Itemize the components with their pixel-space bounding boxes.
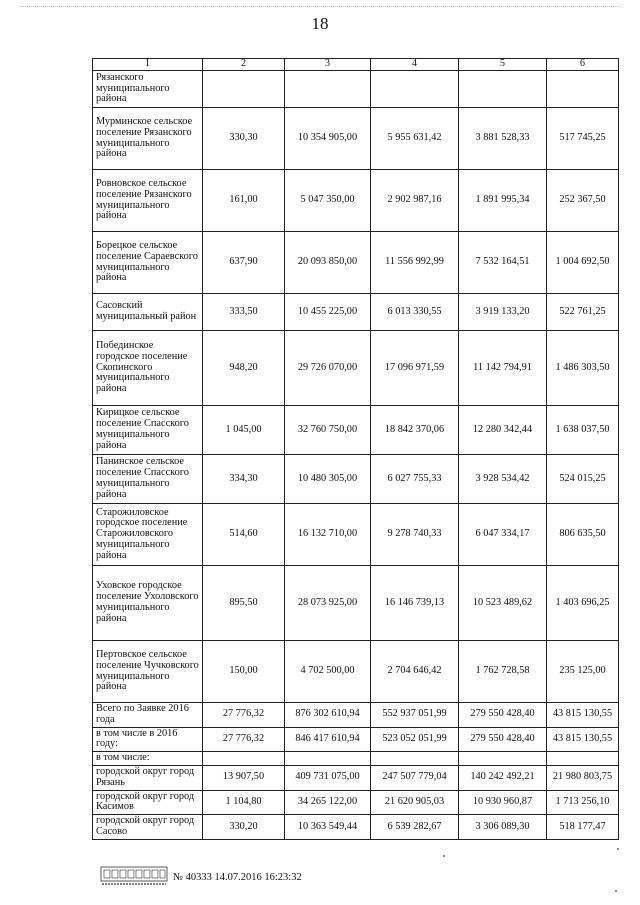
value-cell-c6: 235 125,00 — [547, 641, 619, 703]
document-footer — [100, 864, 500, 890]
value-cell-c4: 17 096 971,59 — [371, 331, 459, 406]
value-cell-c4: 2 704 646,42 — [371, 641, 459, 703]
value-cell-c6: 1 486 303,50 — [547, 331, 619, 406]
value-cell-c4: 21 620 905,03 — [371, 790, 459, 815]
value-cell-c4: 9 278 740,33 — [371, 504, 459, 566]
value-cell-c4: 523 052 051,99 — [371, 727, 459, 752]
column-header: 6 — [547, 59, 619, 71]
scan-speck — [443, 855, 445, 857]
value-cell-c5: 3 928 534,42 — [459, 455, 547, 504]
value-cell-c6: 1 713 256,10 — [547, 790, 619, 815]
value-cell-c2: 27 776,32 — [203, 727, 285, 752]
value-cell-c5: 279 550 428,40 — [459, 703, 547, 728]
value-cell-c4: 11 556 992,99 — [371, 232, 459, 294]
value-cell-c6: 1 403 696,25 — [547, 566, 619, 641]
column-header: 5 — [459, 59, 547, 71]
municipality-name: Рязанского муниципального района — [93, 71, 203, 108]
value-cell-c3: 20 093 850,00 — [285, 232, 371, 294]
value-cell-c5: 3 306 089,30 — [459, 815, 547, 840]
value-cell-c2: 1 045,00 — [203, 406, 285, 455]
value-cell-c5 — [459, 71, 547, 108]
value-cell-c5: 279 550 428,40 — [459, 727, 547, 752]
value-cell-c4 — [371, 71, 459, 108]
value-cell-c6 — [547, 752, 619, 766]
page-number: 18 — [311, 14, 329, 33]
table-row — [93, 108, 619, 170]
value-cell-c3: 10 354 905,00 — [285, 108, 371, 170]
table-row — [93, 765, 619, 790]
value-cell-c5 — [459, 752, 547, 766]
value-cell-c3: 846 417 610,94 — [285, 727, 371, 752]
scan-speck — [615, 890, 617, 892]
municipality-name: Борецкое сельское поселение Сараевского муниципального района — [93, 232, 203, 294]
value-cell-c4: 247 507 779,04 — [371, 765, 459, 790]
municipality-name: Панинское сельское поселение Спасского муниципального района — [93, 455, 203, 504]
value-cell-c2: 27 776,32 — [203, 703, 285, 728]
value-cell-c6: 1 638 037,50 — [547, 406, 619, 455]
table-row — [93, 170, 619, 232]
value-cell-c6: 524 015,25 — [547, 455, 619, 504]
scan-speck — [617, 848, 619, 850]
table-row — [93, 703, 619, 728]
municipality-name: Кирицкое сельское поселение Спасского муниципального района — [93, 406, 203, 455]
value-cell-c4: 5 955 631,42 — [371, 108, 459, 170]
value-cell-c4: 6 539 282,67 — [371, 815, 459, 840]
value-cell-c3: 32 760 750,00 — [285, 406, 371, 455]
value-cell-c2: 514,60 — [203, 504, 285, 566]
table-row — [93, 294, 619, 331]
value-cell-c6: 21 980 803,75 — [547, 765, 619, 790]
table-row — [93, 406, 619, 455]
seal-icon — [100, 864, 170, 888]
municipality-name: Мурминское сельское поселение Рязанского муниципального района — [93, 108, 203, 170]
value-cell-c5: 10 523 489,62 — [459, 566, 547, 641]
value-cell-c2: 330,20 — [203, 815, 285, 840]
value-cell-c3: 5 047 350,00 — [285, 170, 371, 232]
value-cell-c6: 518 177,47 — [547, 815, 619, 840]
table-row — [93, 790, 619, 815]
table-row — [93, 455, 619, 504]
table-row — [93, 566, 619, 641]
value-cell-c2: 334,30 — [203, 455, 285, 504]
municipality-name: городской округ город Касимов — [93, 790, 203, 815]
column-header: 1 — [93, 59, 203, 71]
municipality-name: городской округ город Сасово — [93, 815, 203, 840]
value-cell-c3: 28 073 925,00 — [285, 566, 371, 641]
value-cell-c6 — [547, 71, 619, 108]
value-cell-c6: 43 815 130,55 — [547, 727, 619, 752]
value-cell-c2: 1 104,80 — [203, 790, 285, 815]
value-cell-c4 — [371, 752, 459, 766]
value-cell-c5: 3 881 528,33 — [459, 108, 547, 170]
value-cell-c2: 333,50 — [203, 294, 285, 331]
value-cell-c4: 18 842 370,06 — [371, 406, 459, 455]
value-cell-c6: 806 635,50 — [547, 504, 619, 566]
value-cell-c3: 876 302 610,94 — [285, 703, 371, 728]
value-cell-c4: 16 146 739,13 — [371, 566, 459, 641]
value-cell-c2: 150,00 — [203, 641, 285, 703]
table-row — [93, 504, 619, 566]
value-cell-c4: 6 027 755,33 — [371, 455, 459, 504]
table-row — [93, 71, 619, 108]
municipality-name: Побединское городское поселение Скопинского муниципального района — [93, 331, 203, 406]
value-cell-c5: 12 280 342,44 — [459, 406, 547, 455]
value-cell-c3: 10 455 225,00 — [285, 294, 371, 331]
municipality-name: Уховское городское поселение Ухоловского муниципального района — [93, 566, 203, 641]
value-cell-c5: 6 047 334,17 — [459, 504, 547, 566]
value-cell-c2: 948,20 — [203, 331, 285, 406]
value-cell-c2 — [203, 71, 285, 108]
municipality-name: городской округ город Рязань — [93, 765, 203, 790]
table-row — [93, 232, 619, 294]
municipality-name: Сасовский муниципальный район — [93, 294, 203, 331]
value-cell-c3: 10 363 549,44 — [285, 815, 371, 840]
value-cell-c5: 140 242 492,21 — [459, 765, 547, 790]
table-row — [93, 752, 619, 766]
value-cell-c4: 552 937 051,99 — [371, 703, 459, 728]
value-cell-c6: 43 815 130,55 — [547, 703, 619, 728]
table-row — [93, 727, 619, 752]
value-cell-c3 — [285, 752, 371, 766]
value-cell-c4: 2 902 987,16 — [371, 170, 459, 232]
column-header: 3 — [285, 59, 371, 71]
value-cell-c2: 637,90 — [203, 232, 285, 294]
table-row — [93, 815, 619, 840]
value-cell-c3: 16 132 710,00 — [285, 504, 371, 566]
value-cell-c6: 517 745,25 — [547, 108, 619, 170]
column-header: 2 — [203, 59, 285, 71]
value-cell-c5: 3 919 133,20 — [459, 294, 547, 331]
municipality-name: Пертовское сельское поселение Чучковского муниципального района — [93, 641, 203, 703]
value-cell-c3 — [285, 71, 371, 108]
table-row — [93, 641, 619, 703]
value-cell-c6: 522 761,25 — [547, 294, 619, 331]
value-cell-c3: 29 726 070,00 — [285, 331, 371, 406]
funding-table — [92, 58, 619, 840]
municipality-name: Ровновское сельское поселение Рязанского муниципального района — [93, 170, 203, 232]
value-cell-c3: 10 480 305,00 — [285, 455, 371, 504]
value-cell-c5: 1 891 995,34 — [459, 170, 547, 232]
municipality-name: в том числе: — [93, 752, 203, 766]
value-cell-c3: 4 702 500,00 — [285, 641, 371, 703]
value-cell-c3: 34 265 122,00 — [285, 790, 371, 815]
top-scan-line — [20, 6, 620, 7]
value-cell-c2: 330,30 — [203, 108, 285, 170]
value-cell-c2: 161,00 — [203, 170, 285, 232]
value-cell-c3: 409 731 075,00 — [285, 765, 371, 790]
value-cell-c6: 252 367,50 — [547, 170, 619, 232]
value-cell-c5: 11 142 794,91 — [459, 331, 547, 406]
municipality-name: в том числе в 2016 году: — [93, 727, 203, 752]
column-header: 4 — [371, 59, 459, 71]
registration-stamp: № 40333 14.07.2016 16:23:32 — [173, 872, 302, 883]
value-cell-c6: 1 004 692,50 — [547, 232, 619, 294]
table-header-row — [93, 59, 619, 71]
municipality-name: Всего по Заявке 2016 года — [93, 703, 203, 728]
value-cell-c5: 10 930 960,87 — [459, 790, 547, 815]
value-cell-c2 — [203, 752, 285, 766]
value-cell-c5: 7 532 164,51 — [459, 232, 547, 294]
value-cell-c2: 13 907,50 — [203, 765, 285, 790]
municipality-name: Старожиловское городское поселение Старожиловского муниципального района — [93, 504, 203, 566]
value-cell-c2: 895,50 — [203, 566, 285, 641]
value-cell-c5: 1 762 728,58 — [459, 641, 547, 703]
value-cell-c4: 6 013 330,55 — [371, 294, 459, 331]
table-row — [93, 331, 619, 406]
